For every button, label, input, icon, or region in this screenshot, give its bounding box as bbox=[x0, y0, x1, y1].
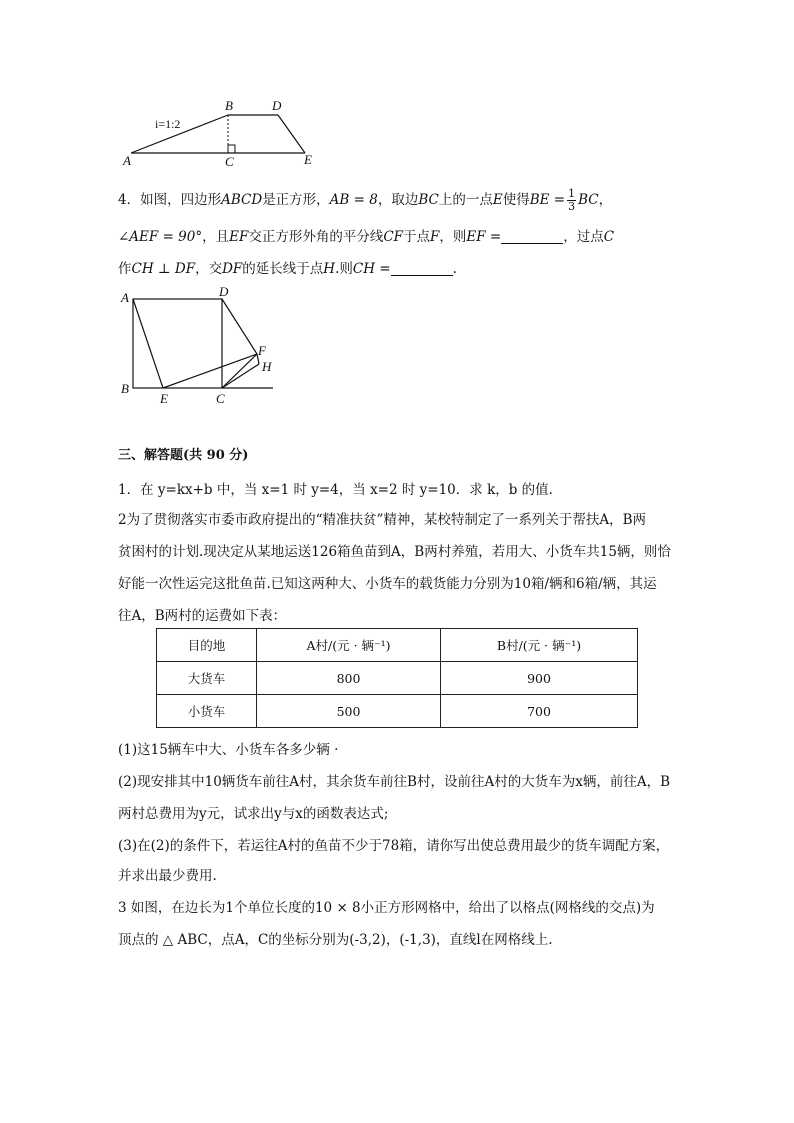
q4-math: BE = bbox=[529, 192, 566, 208]
q4-math: H bbox=[323, 261, 336, 277]
point-a-label: A bbox=[121, 290, 129, 305]
question-2-line-2: 贫困村的计划.现决定从某地运送126箱鱼苗到A，B两村养殖，若用大、小货车共15辆，则恰 bbox=[118, 544, 671, 560]
line-df bbox=[222, 299, 257, 354]
q4-text: 上的一点 bbox=[438, 192, 493, 208]
table-row bbox=[157, 662, 638, 695]
point-e-label: E bbox=[160, 391, 168, 406]
point-d-label: D bbox=[219, 285, 229, 299]
section-title: 三、解答题(共 90 分) bbox=[118, 448, 249, 463]
q4-text: .则 bbox=[335, 261, 353, 277]
subquestion-1: (1)这15辆车中大、小货车各多少辆 · bbox=[118, 742, 339, 758]
q4-text: 作 bbox=[118, 261, 132, 277]
line-ch bbox=[222, 364, 259, 388]
question-3-line-2: 顶点的 △ ABC，点A，C的坐标分别为(-3,2)，(-1,3)，直线l在网格线上. bbox=[118, 932, 553, 948]
point-f-label: F bbox=[258, 343, 266, 358]
slope-label: i=1:2 bbox=[155, 117, 181, 131]
trapezoid-figure bbox=[115, 95, 325, 170]
table-header-cell: A村/(元 · 辆⁻¹) bbox=[257, 629, 441, 662]
q4-math: ∠AEF = 90° bbox=[118, 229, 203, 245]
point-e-label: E bbox=[304, 152, 312, 167]
table-cell: 小货车 bbox=[157, 695, 257, 728]
question-4-line-3 bbox=[118, 258, 457, 280]
q4-math: C bbox=[603, 229, 615, 245]
table-cell: 900 bbox=[441, 662, 638, 695]
square-figure bbox=[115, 285, 280, 410]
table-row bbox=[157, 695, 638, 728]
line-ef bbox=[163, 354, 257, 388]
q4-math: CH ⊥ DF bbox=[131, 261, 196, 277]
freight-cost-table bbox=[156, 628, 638, 728]
square-abcd bbox=[133, 299, 222, 388]
subquestion-3-line-1: (3)在(2)的条件下，若运往A村的鱼苗不少于78箱，请你写出使总费用最少的货车调配方案， bbox=[118, 838, 670, 854]
table-cell: 700 bbox=[441, 695, 638, 728]
q4-text: ，取边 bbox=[377, 192, 419, 208]
question-3-line-1: 3 如图，在边长为1个单位长度的10 × 8小正方形网格中，给出了以格点(网格线的交点)为 bbox=[118, 900, 655, 916]
q4-math: DF bbox=[222, 261, 243, 277]
q4-text: 交正方形外角的平分线 bbox=[248, 229, 384, 245]
line-ae bbox=[133, 299, 163, 388]
q4-math: CF bbox=[383, 229, 404, 245]
q4-math: BC bbox=[418, 192, 439, 208]
table-cell: 800 bbox=[257, 662, 441, 695]
question-4-line-2 bbox=[118, 226, 614, 248]
answer-blank-ch[interactable] bbox=[391, 261, 453, 276]
q4-text: ，且 bbox=[202, 229, 230, 245]
q4-text: . bbox=[452, 261, 457, 277]
table-header-cell: 目的地 bbox=[157, 629, 257, 662]
subquestion-2-line-1: (2)现安排其中10辆货车前往A村，其余货车前往B村，设前往A村的大货车为x辆，前往A，B bbox=[118, 774, 671, 790]
right-angle-mark bbox=[228, 145, 235, 153]
point-b-label: B bbox=[121, 381, 129, 396]
question-2-line-3: 好能一次性运完这批鱼苗.已知这两种大、小货车的载货能力分别为10箱/辆和6箱/辆，其运 bbox=[118, 576, 657, 592]
q4-math: EF = bbox=[466, 229, 502, 245]
point-c-label: C bbox=[216, 391, 225, 406]
q4-text: 的延长线于点 bbox=[242, 261, 324, 277]
line-de bbox=[278, 115, 305, 153]
question-1: 1．在 y=kx+b 中，当 x=1 时 y=4，当 x=2 时 y=10．求 k，b 的值． bbox=[118, 482, 563, 498]
question-2-line-1: 2为了贯彻落实市委市政府提出的“精准扶贫”精神，某校特制定了一系列关于帮扶A，B两 bbox=[118, 512, 647, 528]
q4-text: ，交 bbox=[195, 261, 223, 277]
fraction-one-third bbox=[567, 188, 576, 213]
q4-text: ， bbox=[598, 192, 613, 208]
table-header-cell: B村/(元 · 辆⁻¹) bbox=[441, 629, 638, 662]
q4-math: F bbox=[430, 229, 440, 245]
q4-math: AB = 8 bbox=[329, 192, 378, 208]
answer-blank-ef[interactable] bbox=[501, 229, 563, 244]
point-a-label: A bbox=[123, 153, 131, 168]
subquestion-2-line-2: 两村总费用为y元，试求出y与x的函数表达式; bbox=[118, 806, 389, 822]
point-h-label: H bbox=[262, 359, 272, 374]
q4-text: 是正方形， bbox=[262, 192, 330, 208]
table-header-row bbox=[157, 629, 638, 662]
q4-math: E bbox=[492, 192, 503, 208]
point-c-label: C bbox=[225, 154, 234, 169]
question-4-line-1 bbox=[118, 186, 612, 214]
subquestion-3-line-2: 并求出最少费用. bbox=[118, 868, 217, 884]
q4-math: BC bbox=[578, 192, 599, 208]
table-cell: 大货车 bbox=[157, 662, 257, 695]
q4-text: 4．如图，四边形 bbox=[118, 192, 222, 208]
q4-text: ，则 bbox=[439, 229, 467, 245]
q4-math: EF bbox=[229, 229, 249, 245]
line-cf bbox=[222, 354, 257, 388]
point-d-label: D bbox=[272, 98, 282, 113]
point-b-label: B bbox=[225, 98, 233, 113]
q4-text: ，过点 bbox=[563, 229, 604, 245]
q4-text: 于点 bbox=[403, 229, 431, 245]
q4-math: CH = bbox=[352, 261, 391, 277]
question-2-line-4: 往A，B两村的运费如下表： bbox=[118, 608, 287, 624]
fraction-numerator: 1 bbox=[568, 187, 576, 200]
fraction-denominator: 3 bbox=[568, 200, 576, 213]
q4-math: ABCD bbox=[221, 192, 263, 208]
table-cell: 500 bbox=[257, 695, 441, 728]
q4-text: 使得 bbox=[502, 192, 530, 208]
